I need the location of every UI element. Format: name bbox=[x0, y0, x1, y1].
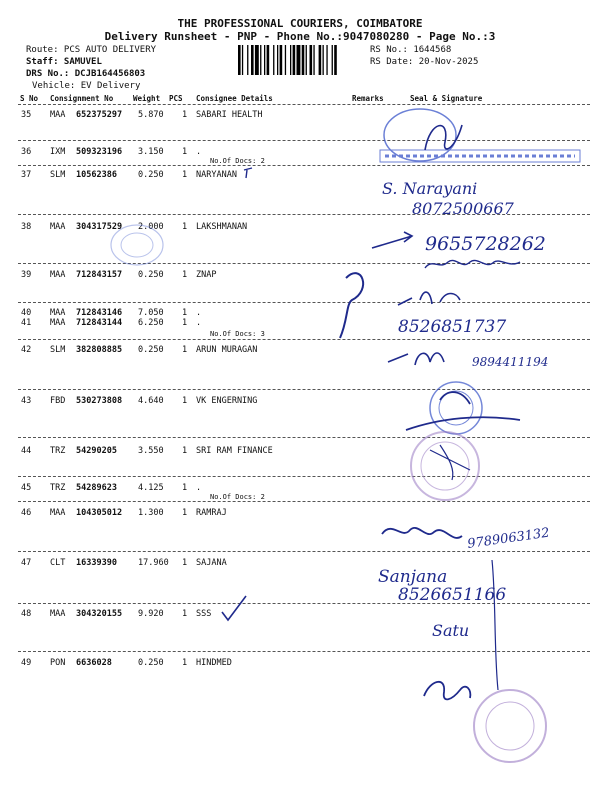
signature-phone-row-40: 8526851737 bbox=[398, 317, 507, 337]
row-weight: 4.125 bbox=[138, 483, 164, 493]
row-consignee: ZNAP bbox=[196, 270, 217, 280]
runsheet-subtitle: Delivery Runsheet - PNP - Phone No.:9047080280 - Page No.:3 bbox=[104, 30, 496, 43]
row-pcs: 1 bbox=[182, 508, 188, 518]
row-divider bbox=[18, 551, 590, 552]
signature-name-row-37: S. Narayani bbox=[382, 179, 478, 198]
row-sno: 35 bbox=[21, 110, 32, 120]
row-sno: 44 bbox=[21, 446, 32, 456]
row-divider bbox=[18, 389, 590, 390]
barcode-image bbox=[238, 45, 366, 75]
row-consignment: 652375297 bbox=[76, 110, 123, 120]
row-prefix: IXM bbox=[50, 147, 66, 157]
signature-name-row-47: Sanjana bbox=[378, 567, 448, 587]
row-pcs: 1 bbox=[182, 483, 188, 493]
row-prefix: FBD bbox=[50, 396, 66, 406]
row-weight: 3.150 bbox=[138, 147, 164, 157]
row-pcs: 1 bbox=[182, 222, 188, 232]
row-consignee: . bbox=[196, 147, 202, 157]
margin-line-rows-47-49 bbox=[492, 560, 498, 690]
row-sno: 38 bbox=[21, 222, 32, 232]
row-pcs: 1 bbox=[182, 147, 188, 157]
row-weight: 4.640 bbox=[138, 396, 164, 406]
signature-row-42 bbox=[388, 353, 444, 365]
row-weight: 0.250 bbox=[138, 345, 164, 355]
row-prefix: CLT bbox=[50, 558, 66, 568]
col-remarks: Remarks bbox=[352, 94, 384, 103]
row-consignment: 382808885 bbox=[76, 345, 123, 355]
row-prefix: SLM bbox=[50, 345, 66, 355]
company-stamp-row-44 bbox=[411, 432, 479, 500]
col-pcs: PCS bbox=[169, 94, 183, 103]
signature-row-38 bbox=[425, 260, 520, 268]
row-consignment: 509323196 bbox=[76, 147, 123, 157]
consignee-mark-row-37 bbox=[244, 168, 252, 178]
signature-row-44 bbox=[430, 445, 470, 480]
row-pcs: 1 bbox=[182, 658, 188, 668]
signature-row-40 bbox=[398, 292, 460, 305]
row-pcs: 1 bbox=[182, 609, 188, 619]
row-consignee: HINDMED bbox=[196, 658, 232, 668]
row-prefix: MAA bbox=[50, 110, 66, 120]
checkmark-row-48 bbox=[222, 596, 246, 620]
drs-number: DRS No.: DCJB164456803 bbox=[26, 69, 146, 79]
row-consignee: SAJANA bbox=[196, 558, 227, 568]
row-weight: 7.050 bbox=[138, 308, 164, 318]
row-sno: 37 bbox=[21, 170, 32, 180]
signature-row-35 bbox=[425, 125, 462, 150]
row-consignment: 54289623 bbox=[76, 483, 117, 493]
row-consignee: NARYANAN bbox=[196, 170, 237, 180]
row-consignee: LAKSHMANAN bbox=[196, 222, 248, 232]
row-consignee: VK ENGERNING bbox=[196, 396, 258, 406]
row-consignee: . bbox=[196, 318, 202, 328]
row-sno: 49 bbox=[21, 658, 32, 668]
row-sno: 40 bbox=[21, 308, 32, 318]
vehicle-label: Vehicle: EV Delivery bbox=[32, 81, 141, 91]
row-consignment: 16339390 bbox=[76, 558, 117, 568]
signature-phone-row-46: 9789063132 bbox=[466, 525, 551, 552]
row-pcs: 1 bbox=[182, 558, 188, 568]
row-sno: 43 bbox=[21, 396, 32, 406]
row-prefix: MAA bbox=[50, 270, 66, 280]
col-seal-signature: Seal & Signature bbox=[410, 94, 483, 103]
row-weight: 5.870 bbox=[138, 110, 164, 120]
row-consignment: 10562386 bbox=[76, 170, 117, 180]
row-consignee: . bbox=[196, 308, 202, 318]
signature-phone-row-42: 9894411194 bbox=[472, 355, 549, 369]
row-consignment: 104305012 bbox=[76, 508, 123, 518]
row-prefix: TRZ bbox=[50, 446, 66, 456]
row-consignee: SRI RAM FINANCE bbox=[196, 446, 273, 456]
col-consignee: Consignee Details bbox=[196, 94, 273, 103]
row-consignment: 712843144 bbox=[76, 318, 123, 328]
row-prefix: MAA bbox=[50, 609, 66, 619]
delivery-stamp-top bbox=[380, 109, 580, 162]
row-consignment: 712843157 bbox=[76, 270, 123, 280]
row-pcs: 1 bbox=[182, 308, 188, 318]
arrow-mark-row-38 bbox=[372, 232, 412, 248]
signature-row-49 bbox=[424, 682, 470, 700]
row-prefix: SLM bbox=[50, 170, 66, 180]
row-consignment: 530273808 bbox=[76, 396, 123, 406]
row-divider bbox=[18, 501, 590, 502]
row-divider bbox=[18, 214, 590, 215]
row-weight: 0.250 bbox=[138, 658, 164, 668]
row-divider bbox=[18, 476, 590, 477]
row-pcs: 1 bbox=[182, 270, 188, 280]
row-consignment: 304320155 bbox=[76, 609, 123, 619]
row-pcs: 1 bbox=[182, 446, 188, 456]
row-sno: 36 bbox=[21, 147, 32, 157]
row-consignee: RAMRAJ bbox=[196, 508, 227, 518]
row-sno: 45 bbox=[21, 483, 32, 493]
row-prefix: MAA bbox=[50, 508, 66, 518]
col-sno: S No bbox=[20, 94, 39, 103]
signature-phone-row-38: 9655728262 bbox=[425, 233, 546, 255]
row-prefix: MAA bbox=[50, 222, 66, 232]
row-consignment: 712843146 bbox=[76, 308, 123, 318]
row-divider bbox=[18, 651, 590, 652]
row-sno: 47 bbox=[21, 558, 32, 568]
row-consignment: 6636028 bbox=[76, 658, 112, 668]
row-prefix: MAA bbox=[50, 308, 66, 318]
row-weight: 1.300 bbox=[138, 508, 164, 518]
row-divider bbox=[18, 263, 590, 264]
signature-phone-row-37: 8072500667 bbox=[412, 199, 514, 218]
row-sno: 39 bbox=[21, 270, 32, 280]
staff-label: Staff: SAMUVEL bbox=[26, 57, 102, 67]
route-label: Route: PCS AUTO DELIVERY bbox=[26, 45, 157, 55]
col-weight: Weight bbox=[133, 94, 161, 103]
row-weight: 6.250 bbox=[138, 318, 164, 328]
row-pcs: 1 bbox=[182, 396, 188, 406]
row-weight: 17.960 bbox=[138, 558, 169, 568]
row-pcs: 1 bbox=[182, 345, 188, 355]
rs-number: RS No.: 1644568 bbox=[370, 45, 452, 55]
col-consignment: Consignment No bbox=[50, 94, 114, 103]
row-sno: 42 bbox=[21, 345, 32, 355]
row-docs-count: No.Of Docs: 2 bbox=[210, 493, 265, 501]
row-weight: 0.250 bbox=[138, 270, 164, 280]
row-sno: 46 bbox=[21, 508, 32, 518]
row-docs-count: No.Of Docs: 2 bbox=[210, 157, 265, 165]
row-pcs: 1 bbox=[182, 110, 188, 120]
signature-name-row-48: Satu bbox=[432, 621, 470, 640]
row-divider bbox=[18, 339, 590, 340]
row-sno: 41 bbox=[21, 318, 32, 328]
row-docs-count: No.Of Docs: 3 bbox=[210, 330, 265, 338]
row-consignee: . bbox=[196, 483, 202, 493]
row-divider bbox=[18, 140, 590, 141]
row-prefix: PON bbox=[50, 658, 66, 668]
row-prefix: TRZ bbox=[50, 483, 66, 493]
signature-phone-row-47: 8526651166 bbox=[398, 585, 507, 605]
row-consignee: ARUN MURAGAN bbox=[196, 345, 258, 355]
row-pcs: 1 bbox=[182, 170, 188, 180]
row-divider bbox=[18, 302, 590, 303]
row-divider bbox=[18, 603, 590, 604]
row-weight: 0.250 bbox=[138, 170, 164, 180]
header-divider bbox=[18, 104, 590, 105]
row-sno: 48 bbox=[21, 609, 32, 619]
row-consignment: 304317529 bbox=[76, 222, 123, 232]
company-stamp-row-49 bbox=[474, 690, 546, 762]
signature-row-43 bbox=[406, 392, 520, 430]
row-weight: 3.550 bbox=[138, 446, 164, 456]
row-prefix: MAA bbox=[50, 318, 66, 328]
row-weight: 9.920 bbox=[138, 609, 164, 619]
row-consignee: SSS bbox=[196, 609, 212, 619]
row-divider bbox=[18, 165, 590, 166]
company-title: THE PROFESSIONAL COURIERS, COIMBATORE bbox=[177, 17, 423, 30]
row-weight: 2.000 bbox=[138, 222, 164, 232]
rs-date: RS Date: 20-Nov-2025 bbox=[370, 57, 479, 67]
row-pcs: 1 bbox=[182, 318, 188, 328]
row-divider bbox=[18, 437, 590, 438]
bracket-mark-rows-39-41 bbox=[340, 273, 363, 338]
row-consignee: SABARI HEALTH bbox=[196, 110, 263, 120]
signature-row-46 bbox=[382, 528, 462, 538]
row-consignment: 54290205 bbox=[76, 446, 117, 456]
